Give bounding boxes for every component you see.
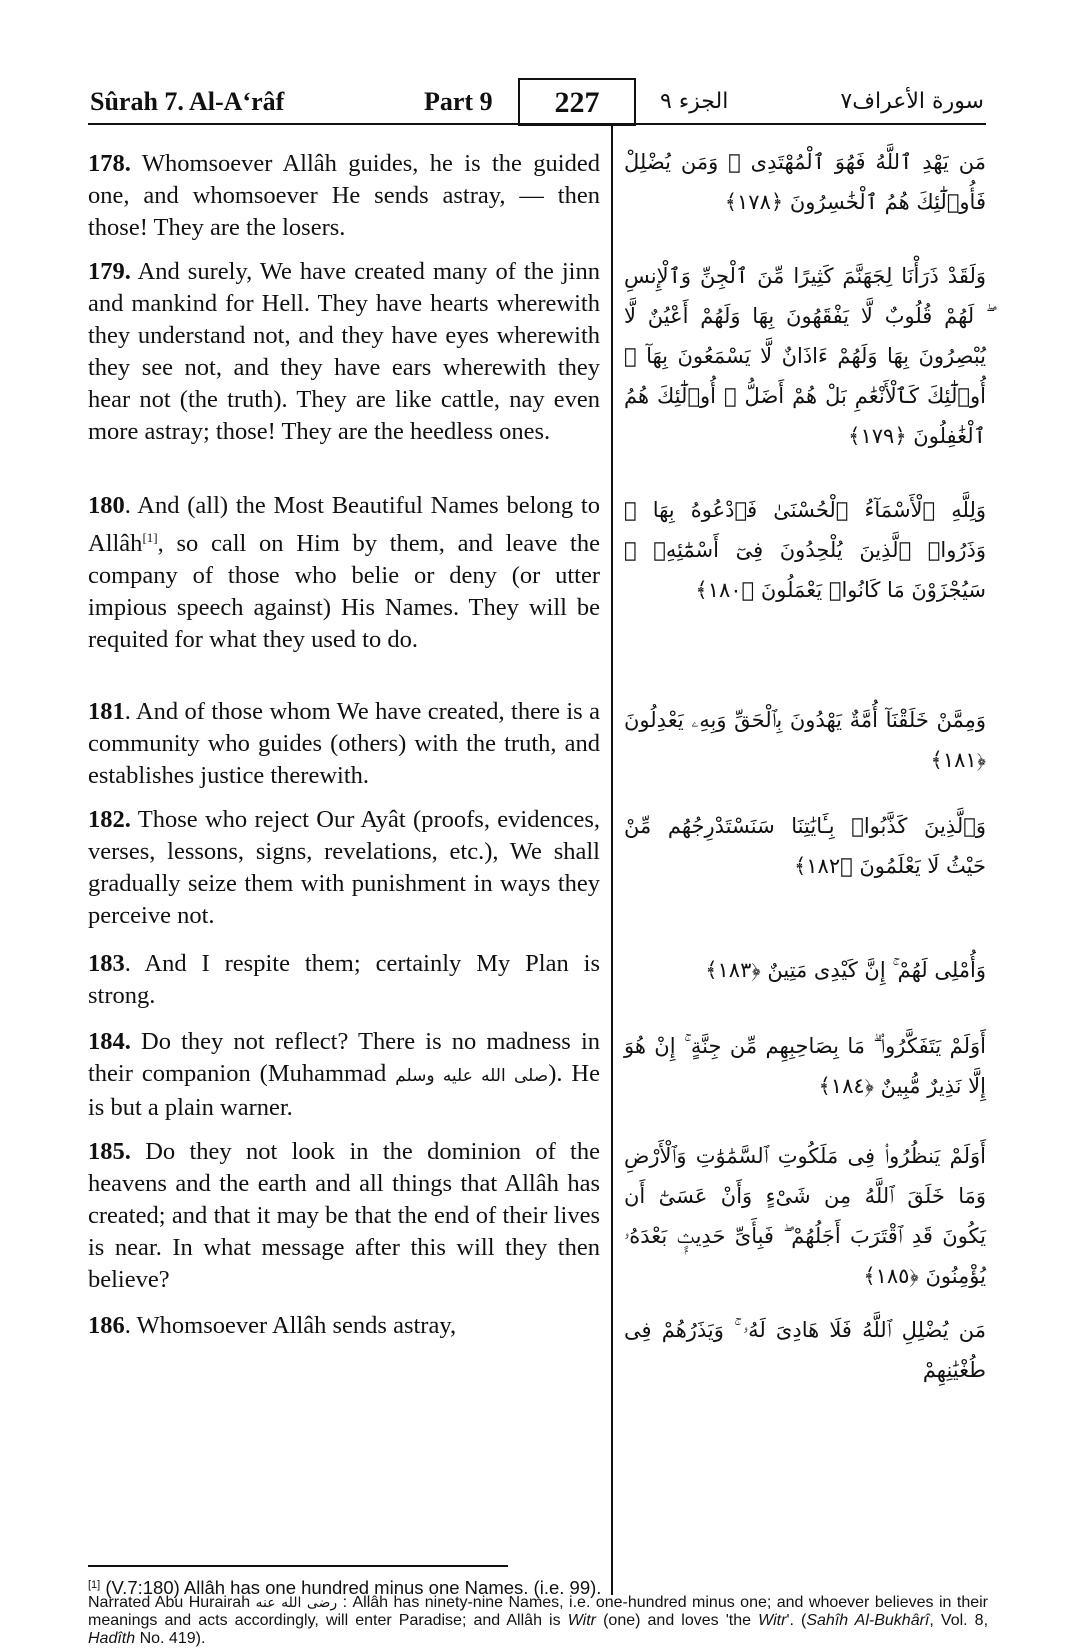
honorific-arabic: صلى الله عليه وسلم <box>395 1066 549 1086</box>
verse-text: Do they not reflect? There is no madness in their companion (Muhammad <box>88 1028 600 1087</box>
verse-181-translation <box>88 696 600 792</box>
verse-186-translation <box>88 1310 600 1342</box>
verse-text: , so call on Him by them, and leave the company of those who belie or deny (or utter impious speech against) His Names. They will be requited for what they used to do. <box>88 530 600 654</box>
verse-181-arabic: وَمِمَّنْ خَلَقْنَآ أُمَّةٌ يَهْدُونَ بِٱلْحَقِّ وَبِهِۦ يَعْدِلُونَ ﴿١٨١﴾ <box>624 708 986 772</box>
verse-182-translation <box>88 804 600 932</box>
verse-number: 185. <box>88 1138 131 1165</box>
part-label: Part 9 <box>424 87 493 116</box>
footnote-marker: [1] <box>88 1579 101 1591</box>
verse-text: . And of those whom We have created, there is a community who guides (others) with the truth, and establishes justice therewith. <box>88 698 600 789</box>
verse-number: 181 <box>88 698 125 725</box>
verse-185-arabic: أَوَلَمْ يَنظُرُوا۟ فِى مَلَكُوتِ ٱلسَّمَٰوَٰتِ وَٱلْأَرْضِ وَمَا خَلَقَ ٱللَّهُ مِن شَىْءٍ وَأَنْ عَسَىٰٓ أَن يَكُونَ قَدِ ٱقْتَرَبَ أَجَلُهُمْ ۖ فَبِأَىِّ حَدِيثٍۭ بَعْدَهُۥ يُؤْمِنُونَ ﴿١٨٥﴾ <box>624 1144 986 1288</box>
verse-184-translation <box>88 1026 600 1124</box>
verse-number: 183 <box>88 950 125 977</box>
verse-text: And surely, We have created many of the jinn and mankind for Hell. They have hearts wherewith they understand not, and they have eyes wherewith they see not, and they have ears wherewith they hear not (the truth). They are like cattle, nay even more astray; those! They are the heedless ones. <box>88 258 600 445</box>
verse-184-arabic: أَوَلَمْ يَتَفَكَّرُوا۟ ۗ مَا بِصَاحِبِهِم مِّن جِنَّةٍ ۚ إِنْ هُوَ إِلَّا نَذِيرٌ مُّبِينٌ ﴿١٨٤﴾ <box>624 1034 986 1098</box>
verse-text: Do they not look in the dominion of the heavens and the earth and all things that Allâh has created; and that it may be that the end of their lives is near. In what message after this will they then believe? <box>88 1138 600 1293</box>
verse-186-arabic: مَن يُضْلِلِ ٱللَّهُ فَلَا هَادِىَ لَهُۥ ۚ وَيَذَرُهُمْ فِى طُغْيَٰنِهِمْ <box>624 1318 986 1382</box>
verse-text: Those who reject Our Ayât (proofs, evidences, verses, lessons, signs, revelations, etc.), We shall gradually seize them with punishment in ways they perceive not. <box>88 806 600 929</box>
honorific-arabic: رضى الله عنه <box>255 1595 338 1611</box>
verse-178-arabic: مَن يَهْدِ ٱللَّهُ فَهُوَ ٱلْمُهْتَدِى ۖ وَمَن يُضْلِلْ فَأُو۟لَٰٓئِكَ هُمُ ٱلْخَٰسِرُونَ ﴿١٧٨﴾ <box>624 150 986 214</box>
footnote-line-1: [1] (V.7:180) Allâh has one hundred minus one Names. (i.e. 99). <box>88 1577 602 1598</box>
surah-title: Sûrah 7. Al-A‘râf <box>90 87 285 116</box>
verse-180-translation <box>88 490 600 656</box>
verse-text: . And (all) the Most Beautiful Names belong to Allâh <box>88 492 600 558</box>
verse-text: ). He is but a plain warner. <box>88 1060 600 1121</box>
arabic-part-label: الجزء ٩ <box>660 89 729 114</box>
page-number: 227 <box>518 78 636 126</box>
verse-185-translation <box>88 1136 600 1296</box>
verse-183-arabic: وَأُمْلِى لَهُمْ ۚ إِنَّ كَيْدِى مَتِينٌ ﴿١٨٣﴾ <box>705 958 986 982</box>
verse-183-translation <box>88 948 600 1012</box>
verse-number: 184. <box>88 1028 131 1055</box>
verse-179-arabic: وَلَقَدْ ذَرَأْنَا لِجَهَنَّمَ كَثِيرًا مِّنَ ٱلْجِنِّ وَٱلْإِنسِ ۖ لَهُمْ قُلُوبٌ لَّا يَفْقَهُونَ بِهَا وَلَهُمْ أَعْيُنٌ لَّا يُبْصِرُونَ بِهَا وَلَهُمْ ءَاذَانٌ لَّا يَسْمَعُونَ بِهَآ ۚ أُو۟لَٰٓئِكَ كَٱلْأَنْعَٰمِ بَلْ هُمْ أَضَلُّ ۚ أُو۟لَٰٓئِكَ هُمُ ٱلْغَٰفِلُونَ ﴿١٧٩﴾ <box>624 264 986 448</box>
verse-180-arabic: وَلِلَّهِ ٱلْأَسْمَآءُ ٱلْحُسْنَىٰ فَٱدْعُوهُ بِهَا ۖ وَذَرُوا۟ ٱلَّذِينَ يُلْحِدُونَ فِىٓ أَسْمَٰٓئِهِۦ ۚ سَيُجْزَوْنَ مَا كَانُوا۟ يَعْمَلُونَ ﴿١٨٠﴾ <box>624 498 986 602</box>
verse-number: 180 <box>88 492 125 519</box>
verse-text: . And I respite them; certainly My Plan is strong. <box>88 950 600 1009</box>
verse-number: 179. <box>88 258 131 285</box>
verse-number: 178. <box>88 150 131 177</box>
verse-number: 186 <box>88 1312 125 1339</box>
footnote-body: Narrated Abu Hurairah رضى الله عنه : Allâh has ninety-nine Names, i.e. one-hundred minus one; and whoever believes in their meanings and acts accordingly, will enter Paradise; and Allâh is Witr (one) and loves 'the Witr'. (Sahîh Al-Bukhârî, Vol. 8, Hadîth No. 419). <box>88 1594 989 1647</box>
verse-number: 182. <box>88 806 131 833</box>
verse-179-translation <box>88 256 600 448</box>
header-rule <box>88 123 986 125</box>
verse-178-translation <box>88 148 600 244</box>
arabic-surah-title: سورة الأعراف٧ <box>840 89 984 114</box>
column-separator <box>611 125 613 1595</box>
verse-text: Whomsoever Allâh guides, he is the guided one, and whomsoever He sends astray, — then those! They are the losers. <box>88 150 600 241</box>
footnote-rule <box>88 1565 508 1567</box>
verse-182-arabic: وَٱلَّذِينَ كَذَّبُوا۟ بِـَٔايَٰتِنَا سَنَسْتَدْرِجُهُم مِّنْ حَيْثُ لَا يَعْلَمُونَ ﴿١٨٢﴾ <box>624 814 986 878</box>
footnote-ref: [1] <box>142 530 158 545</box>
verse-text: . Whomsoever Allâh sends astray, <box>124 1312 457 1339</box>
